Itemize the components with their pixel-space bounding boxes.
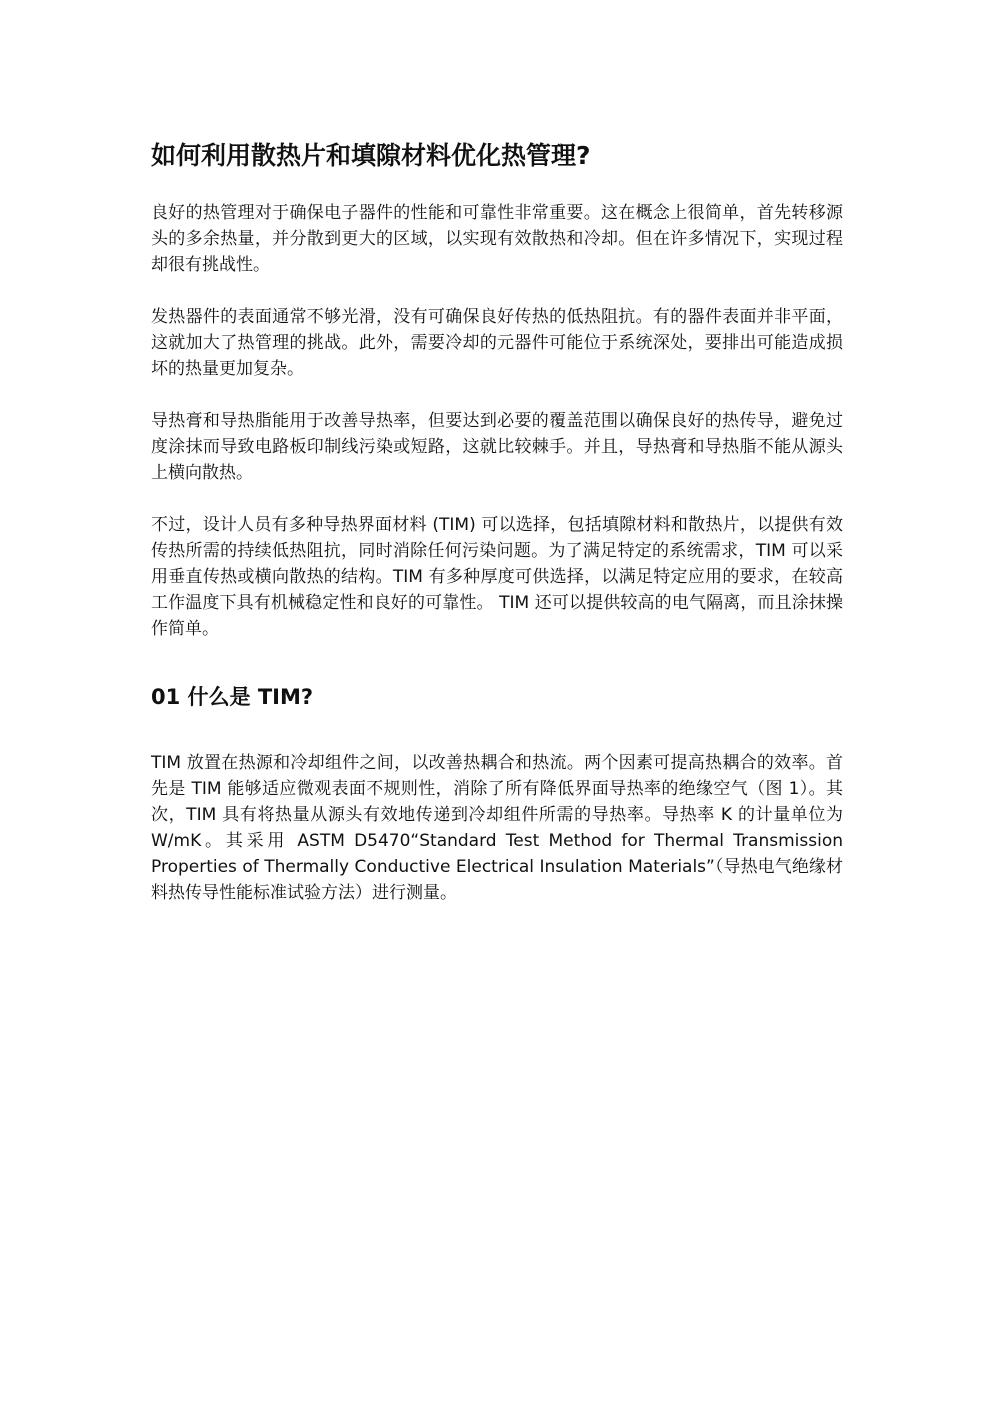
paragraph-intro: 良好的热管理对于确保电子器件的性能和可靠性非常重要。这在概念上很简单，首先转移源头的多余热量，并分散到更大的区域，以实现有效散热和冷却。但在许多情况下，实现过程却很有挑战性。 [151,203,843,275]
page-title: 如何利用散热片和填隙材料优化热管理? [151,141,591,170]
paragraph-tim-options: 不过，设计人员有多种导热界面材料 (TIM) 可以选择，包括填隙材料和散热片，以提供有效传热所需的持续低热阻抗，同时消除任何污染问题。为了满足特定的系统需求，TIM 可以采用垂直传热或横向散热的结构。TIM 有多种厚度可供选择，以满足特定应用的要求，在较高工作温度下具有机械稳定性和良好的可靠性。 TIM 还可以提供较高的电气隔离，而且涂抹操作简单。 [151,515,843,639]
section-heading: 01 什么是 TIM? [151,685,314,709]
paragraph-surface: 发热器件的表面通常不够光滑，没有可确保良好传热的低热阻抗。有的器件表面并非平面，这就加大了热管理的挑战。此外，需要冷却的元器件可能位于系统深处，要排出可能造成损坏的热量更加复杂。 [151,307,843,379]
paragraph-what-is-tim: TIM 放置在热源和冷却组件之间，以改善热耦合和热流。两个因素可提高热耦合的效率。首先是 TIM 能够适应微观表面不规则性，消除了所有降低界面导热率的绝缘空气（图 1）。其次，TIM 具有将热量从源头有效地传递到冷却组件所需的导热率。导热率 K 的计量单位为 W/mK。其采用 ASTM D5470“Standard Test Method for Thermal Transmission Properties of Thermally Conductive Electrical Insulation Materials”（导热电气绝缘材料热传导性能标准试验方法）进行测量。 [151,753,843,903]
document-page [151,138,843,906]
paragraph-thermal-paste: 导热膏和导热脂能用于改善导热率，但要达到必要的覆盖范围以确保良好的热传导，避免过度涂抹而导致电路板印制线污染或短路，这就比较棘手。并且，导热膏和导热脂不能从源头上横向散热。 [151,411,843,483]
